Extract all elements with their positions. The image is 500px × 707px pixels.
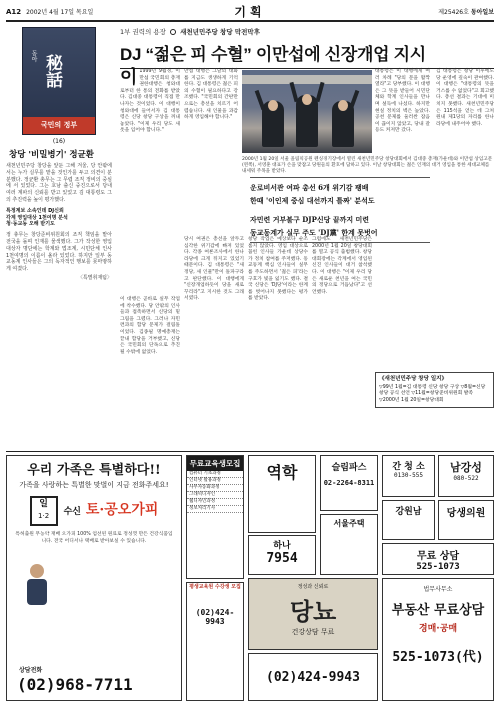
ad-diabetes-top: 정성과 신뢰로 <box>297 584 329 590</box>
series-logo-title: 秘話 <box>42 54 62 88</box>
column-body-2: 정 총무는 창당준비위원회의 조직 책임을 맡아 전국을 돌며 인재를 물색했다. 그가 작성한 영입 대상자 명단에는 학계와 법조계, 시민단체 인사 1천여명의 이름이 올라 있었다. 하지만 일부 동교동계 인사들은 그의 독자적인 행보를 못마땅하게 여겼다. <box>6 232 112 273</box>
column-highlight-2: 각계 영입대상 1천여명 분석 <box>6 214 68 221</box>
ad-family-service-2: 토·공오가피 <box>85 501 159 518</box>
calendar-label: 1·2 <box>38 512 50 520</box>
ads-divider <box>6 451 494 452</box>
photo-banner <box>242 75 372 84</box>
ad-family-logo-row <box>7 496 181 526</box>
series-number: (16) <box>52 138 66 145</box>
masthead-right <box>438 7 494 16</box>
deck-line-1: 운로비서관 여파 총선 6개 위기감 팽배 <box>250 183 369 192</box>
ad-diabetes-note: 건강상담 무료 <box>291 628 335 636</box>
ad-liver-clean-number: 0130-555 <box>394 472 423 479</box>
ad-yeokhak[interactable] <box>248 455 316 533</box>
ad-phone-box-number: (02)424-9943 <box>266 670 360 685</box>
article-photo <box>242 70 372 153</box>
list-item: 사무자동화과정 <box>187 485 243 492</box>
ad-family-description: 특허출원 무농약 재배 오가피 100% 엄선된 원료로 정성껏 만든 건강식품입니다. 전국 어디서나 택배로 받아보실 수 있습니다. <box>15 532 173 544</box>
ad-free-education-title: 무료교육생모집 <box>187 456 243 471</box>
list-item: 그래픽디자인 <box>187 492 243 499</box>
photo-figure-arm <box>289 82 298 102</box>
ad-liver-clean-title: 간 청 소 <box>392 462 425 472</box>
series-logo <box>22 27 96 135</box>
ad-namgangseong-title: 남강성 <box>450 461 482 474</box>
ad-family-title: 우리 가족은 특별하다!! <box>27 463 161 478</box>
ad-real-estate-title: 부동산 무료상담 <box>391 603 485 618</box>
photo-figure-arm <box>349 90 360 110</box>
ad-hana-number: 7954 <box>266 551 298 566</box>
masthead <box>6 2 494 22</box>
article-kicker <box>120 27 494 36</box>
ad-yeokhak-title: 역학 <box>266 463 298 482</box>
list-item: 정보처리기사 <box>187 506 243 513</box>
article-col-5: 창당 작업은 예상보다 순조롭지 않았다. 영입 대상으로 꼽힌 인사들 가운데 상당수가 정치 참여를 주저했다. 동교동계 핵심 인사들이 실무를 주도하면서 '젊은 피'라는 구호가 빛을 잃기도 했다. 결국 신당은 'DJ당'이라는 한계를 벗어나지 못했다는 평가를 받았다. <box>248 237 308 302</box>
ad-family-phone-label: 상담전화 <box>19 667 43 674</box>
list-item: 인터넷 활용과정 <box>187 478 243 485</box>
ad-free-consult-number: 525-1073 <box>416 562 460 572</box>
person-icon <box>19 561 55 609</box>
article-col-5b: 그럼에도 새천년민주당은 2000년 1월 20일 창당대회를 열고 공식 출범했다. 창당대회장에는 각계에서 영입된 신진 인사들이 대거 참석했다. 이 대행은 "이제 우리 당은 새로운 천년을 여는 국민의 정당으로 거듭났다"고 선언했다. <box>312 237 372 295</box>
ad-family-subtitle: 가족을 사랑하는 특별한 맞벌이 지금 전화주세요! <box>19 481 169 489</box>
main-article <box>120 27 494 451</box>
column-byline: 〈특별취재팀〉 <box>77 274 112 281</box>
ad-liver-clean[interactable] <box>382 455 435 497</box>
ad-real-estate[interactable] <box>382 578 494 701</box>
kicker-subtitle: 새천년민주당 창당 막전막후 <box>180 28 260 36</box>
drop-cap: 이 <box>120 67 138 88</box>
article-headline: DJ “젊은 피 수혈” 이만섭에 신장개업 지시 <box>120 45 426 64</box>
article-col-2: 만섭 대행은 그날의 대화를 지금도 생생하게 기억한다. 김 대통령은 젊은 피의 수혈이 필요하다고 강조했다. "국민회의 간판만으로는 총선을 치르기 어렵습니다. 새 인물을 과감하게 영입해야 합니다." <box>184 69 238 121</box>
ad-family-service <box>64 502 159 521</box>
issue-date: 2002년 4월 17일 목요일 <box>26 9 94 16</box>
article-col-4: 당시 여권은 총선을 앞두고 심각한 위기감에 빠져 있었다. 각종 여론조사에서 한나라당에 크게 뒤지고 있었기 때문이다. 김 대통령은 "새 정당, 새 인물"만이 돌파구라고 판단했다. 이 대행에게 "신장개업하듯이 당을 새로 꾸리라"고 지시한 것도 그래서였다. <box>184 237 244 302</box>
article-col-7: 김 대통령은 창당 이후에도 당 운영에 깊숙이 관여했다. 이 대행은 "대통령의 뜻을 거스를 수 없었다"고 회고했다. 총선 결과는 기대에 미치지 못했다. 새천년민주당은 115석을 얻는 데 그쳐 원내 제1당의 자리를 한나라당에 내주어야 했다. <box>436 69 494 127</box>
deck-line-2: 한때 '이인제 중심 대선까지 틀짜' 분석도 <box>250 196 375 205</box>
ad-diabetes-title: 당뇨 <box>289 597 337 626</box>
ad-diabetes[interactable] <box>248 578 378 650</box>
ad-dangsaeng-title: 당생의원 <box>446 508 486 519</box>
column-highlight-3: 청·동교동 오해 받기도 <box>6 221 55 228</box>
ad-namgangseong[interactable] <box>438 455 494 497</box>
timeline-box <box>375 372 494 408</box>
ad-free-consult-title: 무료 상담 <box>416 551 460 562</box>
ad-family-service-1: 수신 <box>63 506 81 517</box>
deck-line-3: 자민련 거부불구 DJP신당 끝까지 미련 <box>250 215 370 224</box>
ad-free-education[interactable] <box>186 455 244 579</box>
ad-slimpas-title: 슬림파스 <box>331 463 367 473</box>
ad-real-estate-phone: 525-1073(代) <box>392 650 484 665</box>
page-number: A12 <box>6 8 22 16</box>
article-deck <box>250 177 430 243</box>
ad-slimpas-number: 02-2264-8311 <box>323 479 375 487</box>
article-col-1 <box>120 69 180 135</box>
ad-slimpas[interactable] <box>320 455 378 511</box>
article-col-1-text: 1999년 9월경, 이만섭 국민회의 총재권한대행은 청와대로부터 한 통의 전화를 받았다. 김대중 대통령이 직접 만나자는 것이었다. 이 대행이 청와대에 들어서자 김 대통령은 신당 창당 구상을 꺼내놓았다. "이제 우리 당도 새 옷을 입어야 합니다." <box>120 69 180 134</box>
ad-seoul-housing[interactable] <box>320 514 378 575</box>
article-col-3: 이 대행은 곧바로 실무 작업에 착수했다. 당 안팎의 인사들과 접촉하면서 신당의 밑그림을 그렸다. 그러나 자민련과의 합당 문제가 걸림돌이었다. 김종필 명예총재는 끝내 합당을 거부했고, 신당은 국민회의 단독으로 추진될 수밖에 없었다. <box>120 297 180 355</box>
ad-free-consult[interactable] <box>382 543 494 575</box>
timeline-text: ▽99년 1월=김 대통령 신당 창당 구상 ▽8월=신당 창당 공식 선언 ▽11월=창당준비위원회 발족 ▽2000년 1월 20일=창당대회 <box>379 384 486 403</box>
series-logo-small: 동아 <box>30 50 37 62</box>
calendar-day: 일 <box>39 499 48 509</box>
list-item: 웹디자인과정 <box>187 499 243 506</box>
ad-lifelong-title: 평생교육원 수강생 모집 <box>189 584 241 590</box>
kicker-label: 1부 권력의 용장 <box>120 28 166 36</box>
photo-figure-arm <box>315 82 324 102</box>
ad-free-education-list <box>187 471 243 513</box>
photo-figure-arm <box>255 90 266 110</box>
ad-hana-title: 하나 <box>273 541 291 551</box>
list-item: 컴퓨터 기초과정 <box>187 471 243 478</box>
calendar-icon <box>30 496 58 526</box>
photo-figure-head <box>268 100 278 111</box>
ad-family[interactable] <box>6 455 182 701</box>
column-title: 창당 '비밀병기' 정균환 <box>9 150 95 160</box>
column-highlight-1: 특정계보 소속인데 DJ신뢰 <box>6 207 64 214</box>
series-logo-footer: 국민의 정부 <box>23 117 95 134</box>
ad-gangwonnam[interactable] <box>382 500 435 540</box>
column-body-1: 새천년민주당 창당을 앞둔 그해 겨울, 당 안팎에서는 누가 실무를 맡을 것인가를 두고 의견이 분분했다. 정균환 총무는 그 무렵 조직 정비의 중심에 서 있었다. 그는 호남 출신 중진으로서 당내 여러 계파의 신뢰를 받고 있었고 김 대통령도 그의 추진력을 높이 평가했다. <box>6 163 112 203</box>
photo-caption: 2000년 1월 20일 서울 올림픽공원 펜싱경기장에서 열린 새천년민주당 창당대회에서 김대중 총재(가운데)와 이만섭 상임고문(왼쪽), 서영훈 대표가 손을 맞잡고 당원들의 환호에 답하고 있다. 이날 창당대회는 젊은 인재의 대거 영입을 통한 세대교체를 내세워 주목을 받았다. <box>242 157 493 175</box>
ad-real-estate-top: 법무사무소 <box>423 586 453 593</box>
bullet-icon <box>170 29 176 35</box>
series-column <box>6 27 112 451</box>
section-title: 기획 <box>234 5 266 19</box>
ad-namgangseong-number: 080-522 <box>453 475 479 482</box>
ad-phone-box[interactable] <box>248 653 378 701</box>
ad-lifelong-education[interactable] <box>186 582 244 701</box>
photo-figure-head <box>338 100 348 111</box>
paper-name: 동아일보 <box>470 9 494 16</box>
ad-gangwonnam-title: 강원남 <box>395 507 422 517</box>
timeline-title: 《새천년민주당 창당 일지》 <box>379 376 447 382</box>
ad-family-phone[interactable]: (02)968-7711 <box>17 675 133 694</box>
deck-line-4: 동교동계가 실무 주도 'DJ黨' 한계 못벗어 <box>250 228 378 237</box>
ad-lifelong-phone: (02)424-9943 <box>195 608 235 626</box>
photo-figure-head <box>302 94 312 105</box>
issue-number: 제25426호 <box>438 9 469 16</box>
ad-seoul-housing-title: 서울주택 <box>333 519 365 528</box>
ad-real-estate-subtitle: 경매·공매 <box>418 624 458 634</box>
article-col-6: 대통령은 이 대행에게 여러 차례 "당의 문을 활짝 열라"고 당부했다. 이 대행은 그 뜻을 받들어 시민단체와 학계 인사들을 만나며 설득에 나섰다. 하지만 현실 정치의 벽은 높았다. 공천 문제를 둘러싼 잡음이 끊이지 않았고, 당내 갈등도 커져만 갔다. <box>375 69 430 134</box>
ad-hana[interactable] <box>248 535 316 575</box>
ad-dangsaeng-clinic[interactable] <box>438 500 494 540</box>
